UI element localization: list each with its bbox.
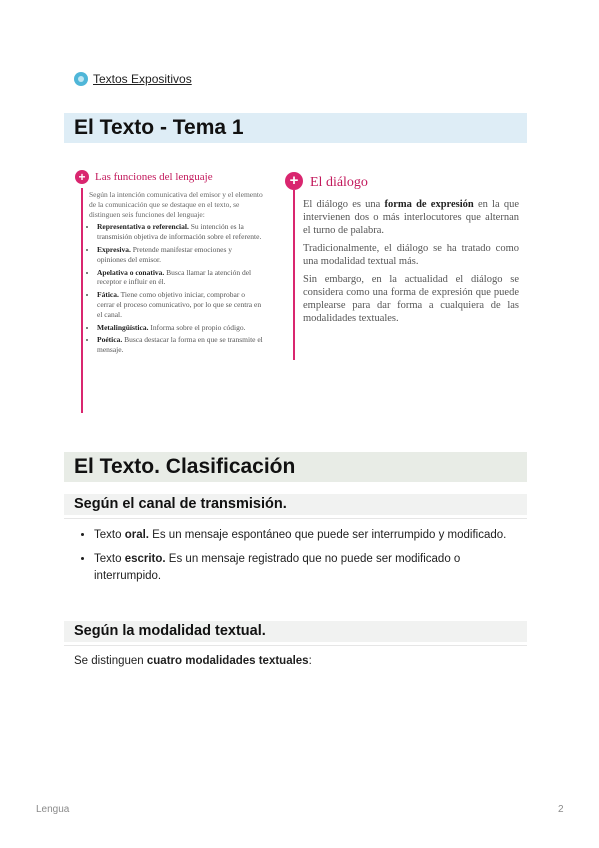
section-title-tema: El Texto - Tema 1: [64, 113, 527, 143]
card-title: Las funciones del lenguaje: [95, 171, 213, 183]
channel-list: [76, 527, 514, 592]
modalities-intro: [74, 655, 312, 667]
card-accent-bar: [81, 188, 83, 413]
subsection-title-canal: Según el canal de transmisión.: [64, 494, 527, 515]
item-term: Fática.: [97, 290, 119, 300]
page-number: 2: [558, 804, 564, 815]
item-text: Es un mensaje registrado que no puede ser modificado o interrumpido.: [94, 553, 461, 582]
divider: [64, 518, 527, 519]
item-text: Busca llamar la atención del receptor e influir en él.: [97, 267, 252, 287]
card-paragraph: Sin embargo, en la actualidad el diálogo se considera como una forma de expresión que puede emplearse para dar forma a cualquiera de las modalidades textuales.: [303, 274, 519, 324]
footer-subject: Lengua: [36, 804, 70, 815]
card-content: [89, 190, 263, 358]
subsection-title-modalidad: Según la modalidad textual.: [64, 621, 527, 642]
divider: [64, 645, 527, 646]
card-title: El diálogo: [310, 175, 368, 190]
item-term: Representativa o referencial.: [97, 222, 189, 232]
item-text: Informa sobre el propio código.: [148, 322, 246, 332]
card-content: [303, 198, 519, 330]
list-item: [94, 527, 514, 544]
item-text: Su intención es la transmisión objetiva de información sobre el referente.: [97, 222, 262, 242]
card-paragraph: [303, 198, 519, 237]
paragraph-text: El diálogo es una: [303, 199, 385, 210]
card-intro: Según la intención comunicativa del emisor y el elemento de la comunicación que se destaque en el texto, se distinguen seis funciones del lenguaje:: [89, 190, 263, 219]
brain-icon: [74, 72, 88, 86]
dialogue-card: [285, 172, 523, 347]
item-text: Texto: [94, 553, 125, 565]
item-bold: escrito.: [124, 553, 166, 565]
list-item: [97, 245, 263, 265]
list-item: [97, 268, 263, 288]
item-text: Texto: [94, 529, 125, 541]
item-text: Es un mensaje espontáneo que puede ser interrumpido y modificado.: [148, 529, 507, 541]
list-item: [97, 290, 263, 319]
plus-icon: +: [285, 172, 303, 190]
breadcrumb: [74, 72, 192, 86]
list-item: [94, 551, 514, 585]
intro-text: Se distinguen: [74, 655, 147, 667]
list-item: [97, 323, 263, 333]
item-bold: oral.: [124, 529, 149, 541]
section-title-clasificacion: El Texto. Clasificación: [64, 452, 527, 482]
functions-card: [75, 170, 265, 415]
item-term: Expresiva.: [97, 244, 131, 254]
list-item: [97, 335, 263, 355]
item-text: Tiene como objetivo iniciar, comprobar o cerrar el proceso comunicativo, por lo que se centra en el canal.: [97, 290, 262, 319]
functions-list: [89, 222, 263, 355]
item-term: Metalingüística.: [97, 322, 149, 332]
intro-bold: cuatro modalidades textuales: [146, 655, 309, 667]
item-term: Poética.: [97, 335, 123, 345]
intro-text: :: [308, 655, 312, 667]
card-accent-bar: [293, 190, 295, 360]
plus-icon: +: [75, 170, 89, 184]
card-paragraph: Tradicionalmente, el diálogo se ha tratado como una modalidad textual más.: [303, 243, 519, 267]
item-text: Busca destacar la forma en que se transmite el mensaje.: [97, 335, 263, 355]
list-item: [97, 222, 263, 242]
item-text: Pretende manifestar emociones y opiniones del emisor.: [97, 244, 233, 264]
breadcrumb-link[interactable]: Textos Expositivos: [93, 72, 192, 86]
paragraph-bold: forma de expresión: [384, 199, 474, 210]
item-term: Apelativa o conativa.: [97, 267, 165, 277]
paragraph-text: en la que intervienen dos o más interlocutores que alternan el turno de palabra.: [303, 199, 519, 236]
